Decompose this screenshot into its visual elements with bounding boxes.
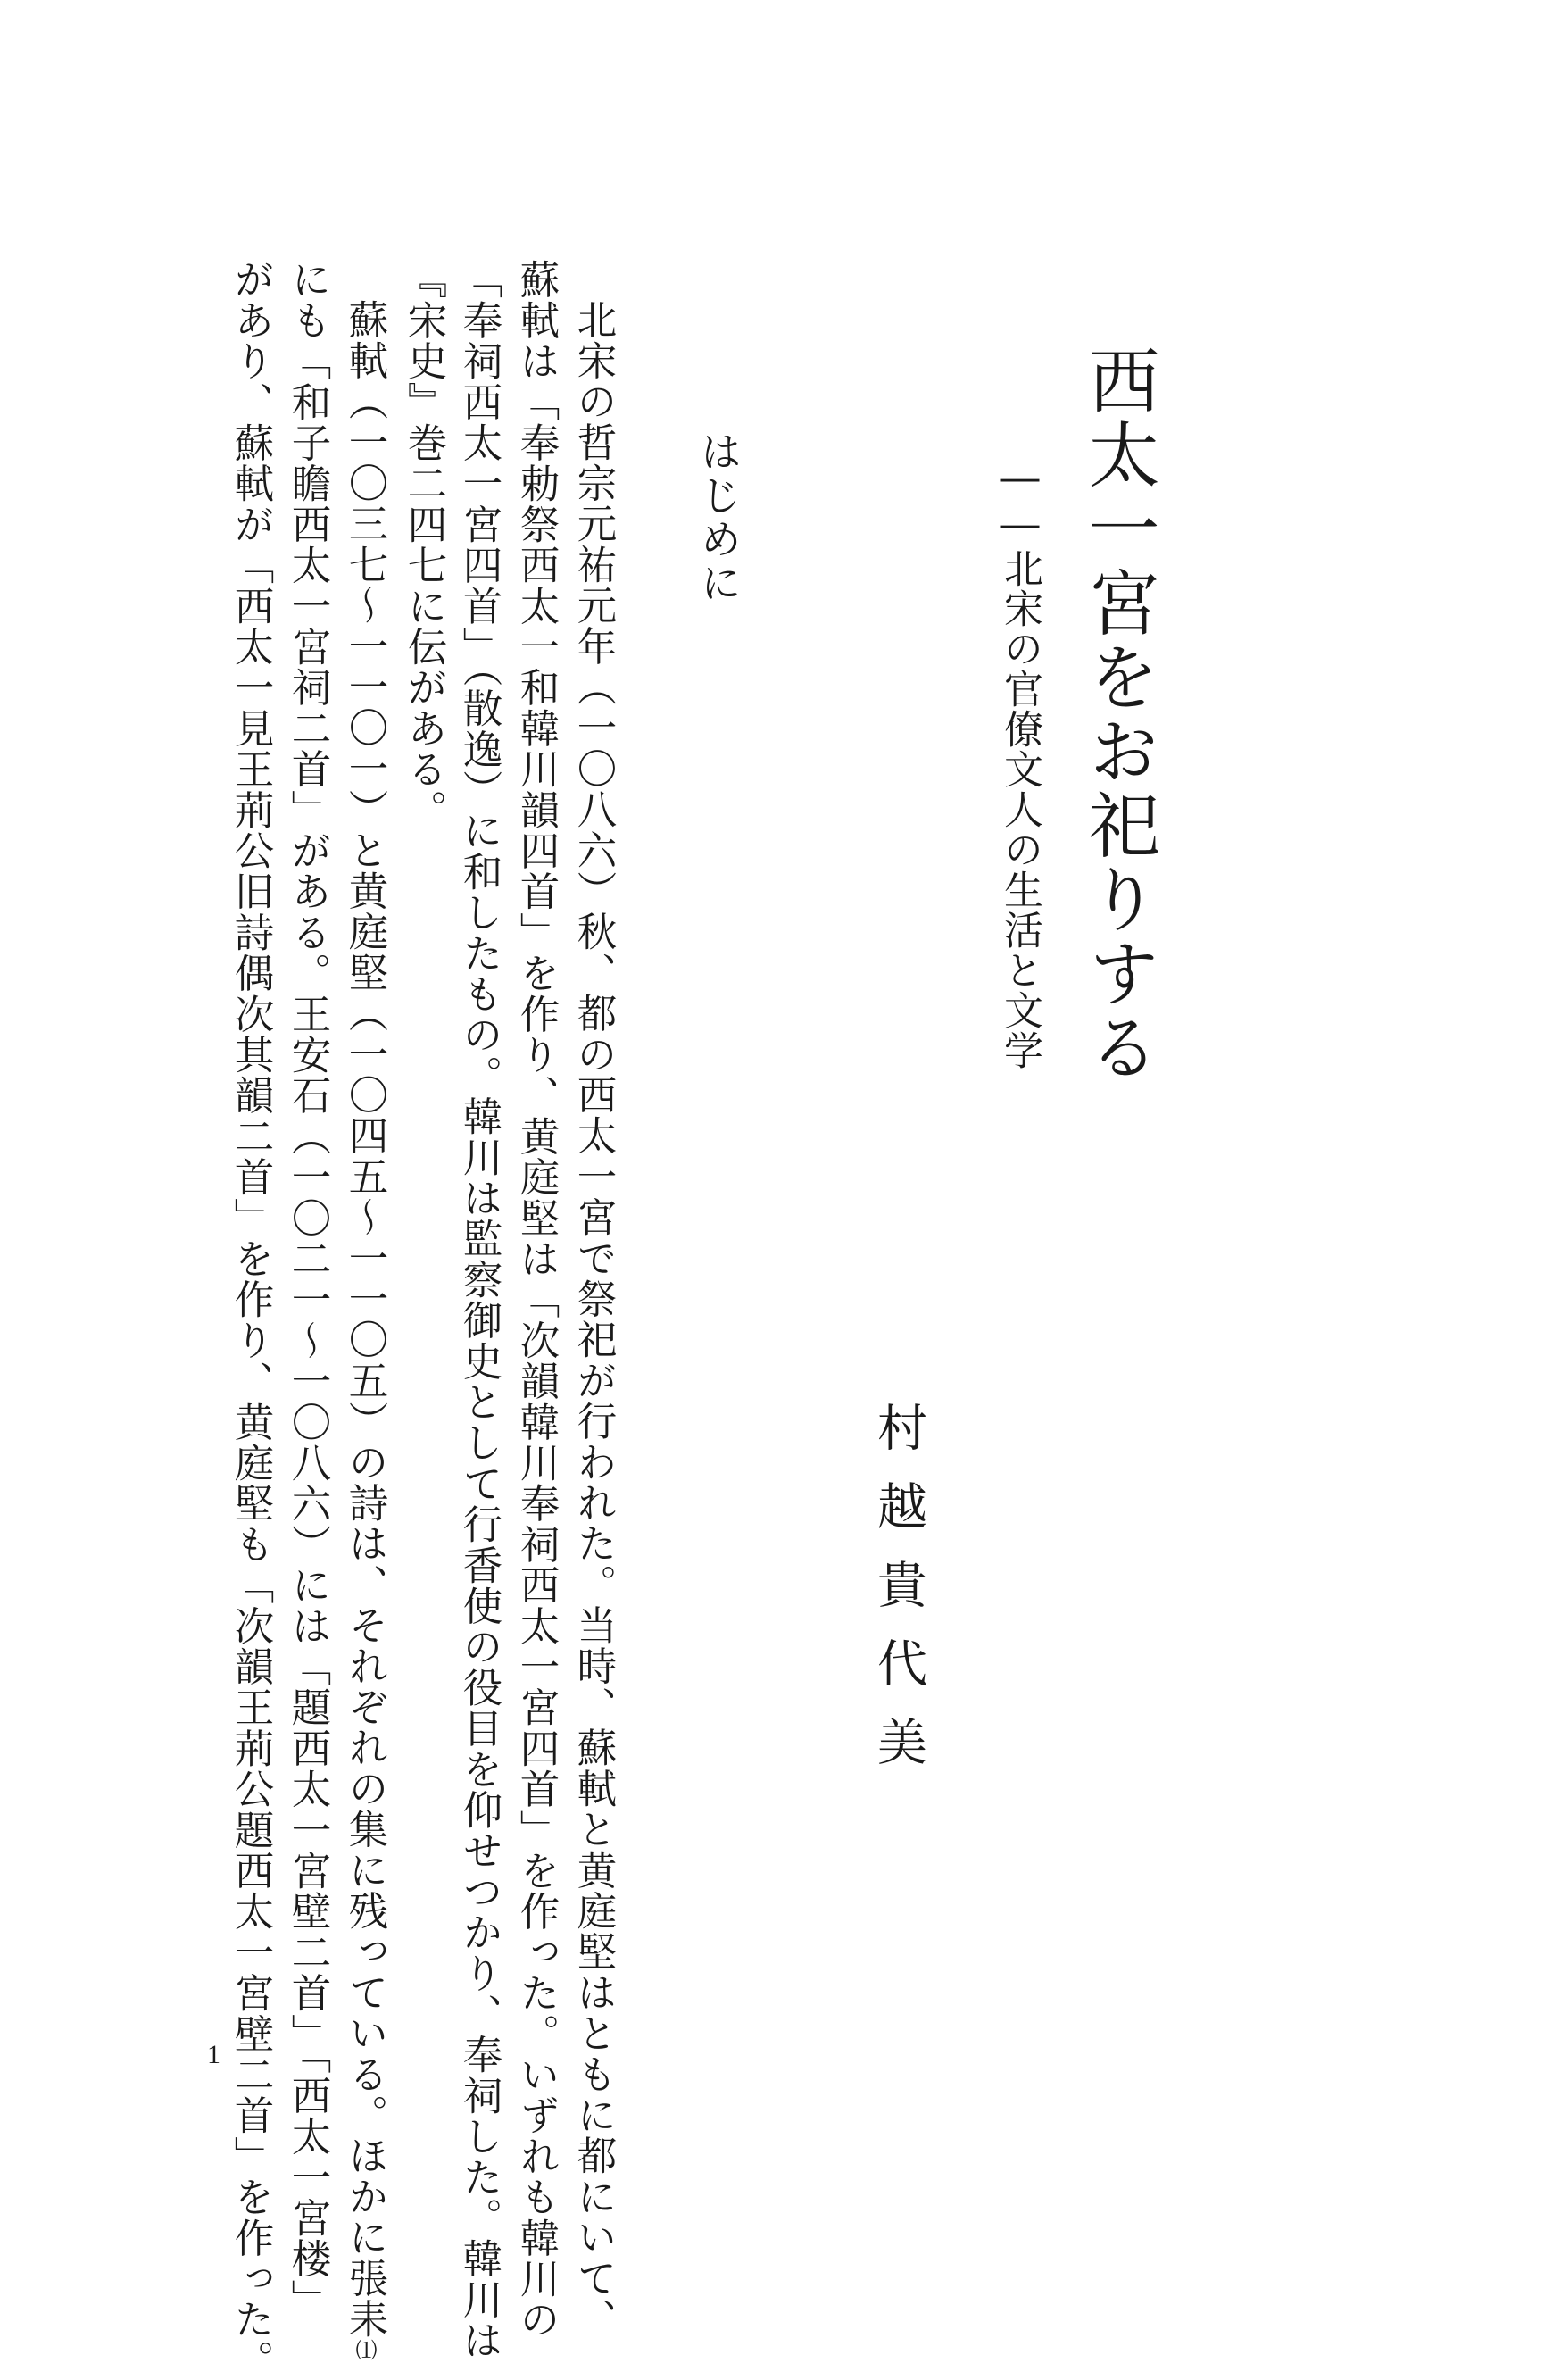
- author-name: 村越貴代美: [869, 1402, 927, 1794]
- page-number: 1: [207, 2040, 220, 2069]
- section-heading: はじめに: [694, 430, 743, 605]
- body-line-4: 『宋史』巻二四七に伝がある。: [401, 259, 446, 830]
- footnote-ref[interactable]: ⑴: [352, 2339, 377, 2360]
- body-line-6: にも「和子瞻西太一宮祠二首」がある。王安石（一〇二一～一〇八六）には「題西太一宮壁二首」「西太一宮楼」: [285, 259, 330, 2320]
- body-line-3: 「奉祠西太一宮四首」（散逸）に和したもの。韓川は監察御史として行香使の役目を仰せつかり、奉祠した。韓川は: [456, 259, 502, 2361]
- body-line-1: 北宋の哲宗元祐元年（一〇八六）秋、都の西太一宮で祭祀が行われた。当時、蘇軾と黄庭堅はともに都にいて、: [570, 299, 616, 2339]
- body-line-2: 蘇軾は「奉勅祭西太一和韓川韻四首」を作り、黄庭堅は「次韻韓川奉祠西太一宮四首」を作った。いずれも韓川の: [513, 259, 559, 2340]
- body-line-5-text: 蘇軾（一〇三七～一一〇一）と黄庭堅（一〇四五～一一〇五）の詩は、それぞれの集に残っている。ほかに張耒: [342, 299, 387, 2339]
- body-line-7: があり、蘇軾が「西太一見王荊公旧詩偶次其韻二首」を作り、黄庭堅も「次韻王荊公題西太一宮壁二首」を作った。: [228, 259, 273, 2380]
- article-subtitle: ――北宋の官僚文人の生活と文学: [997, 455, 1042, 1070]
- article-title: 西太一宮をお祀りする: [1076, 344, 1159, 1085]
- body-line-5: [336, 299, 393, 2360]
